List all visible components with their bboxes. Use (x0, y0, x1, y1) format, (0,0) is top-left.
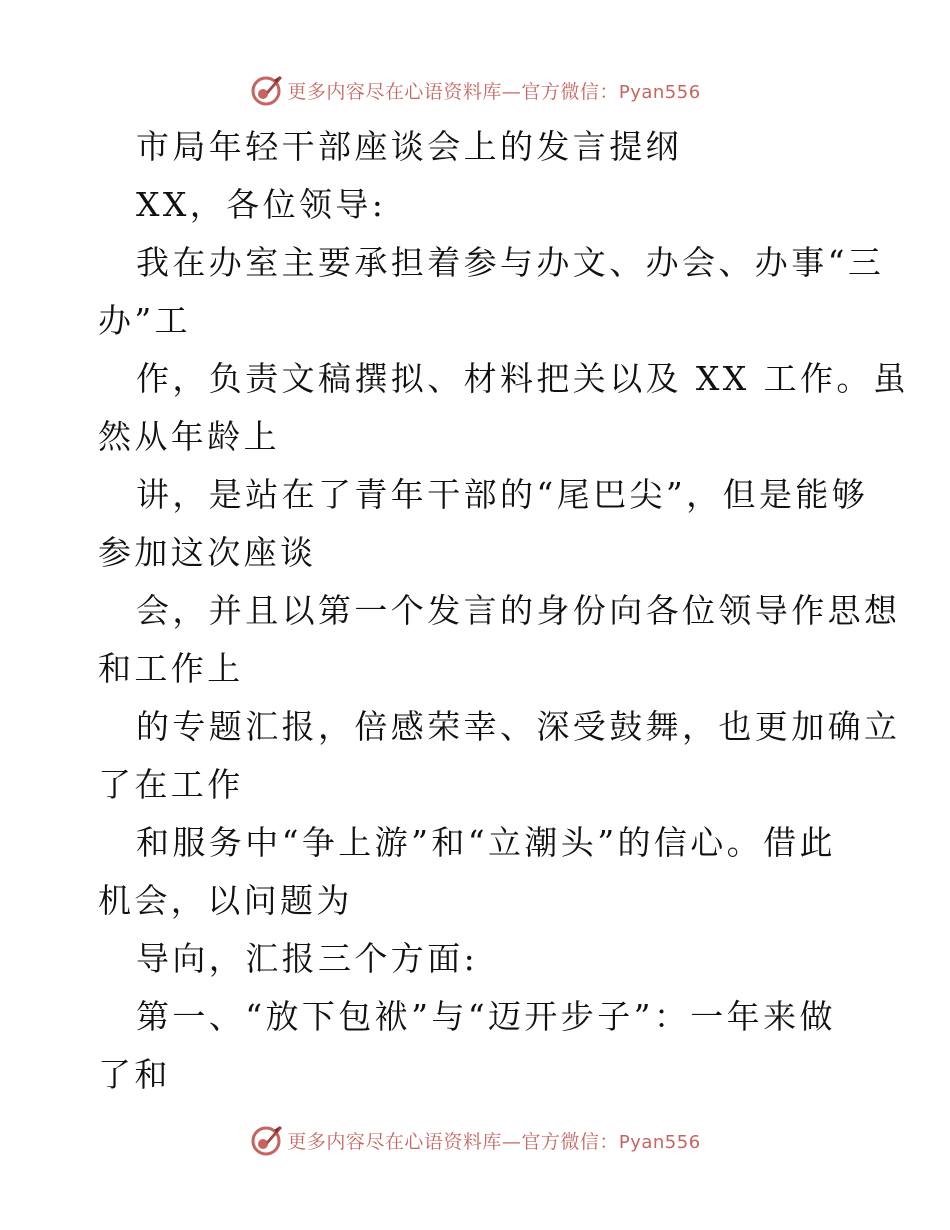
document-body (98, 118, 910, 1104)
text-line: 市局年轻干部座谈会上的发言提纲 (136, 127, 682, 166)
watermark-header (0, 70, 950, 110)
quill-pen-circle-icon (249, 73, 283, 107)
text-line: 和服务中“争上游”和“立潮头”的信心。借此 (136, 823, 836, 862)
watermark-id: Pyan556 (618, 1131, 701, 1153)
watermark-id: Pyan556 (618, 81, 701, 103)
watermark-main: 更多内容尽在心语资料库—官方微信： (287, 1130, 619, 1153)
text-line: 了在工作 (98, 765, 244, 804)
text-line: 参加这次座谈 (98, 533, 317, 572)
text-line: 作，负责文稿撰拟、材料把关以及 XX 工作。虽 (136, 359, 910, 398)
watermark-main: 更多内容尽在心语资料库—官方微信： (287, 80, 619, 103)
text-line: 讲，是站在了青年干部的“尾巴尖”，但是能够 (136, 475, 869, 514)
watermark-footer (0, 1120, 950, 1160)
text-line: XX，各位领导: (136, 185, 387, 224)
text-line: 然从年龄上 (98, 417, 280, 456)
text-line: 第一、“放下包袱”与“迈开步子”：一年来做 (136, 997, 836, 1036)
text-line: 我在办室主要承担着参与办文、办会、办事“三 (136, 243, 885, 282)
text-line: 导向，汇报三个方面: (136, 939, 479, 978)
watermark-text (287, 1127, 700, 1154)
quill-pen-circle-icon (249, 1123, 283, 1157)
watermark-text (287, 77, 700, 104)
text-line: 会，并且以第一个发言的身份向各位领导作思想 (136, 591, 901, 630)
text-line: 办”工 (98, 301, 192, 340)
text-line: 的专题汇报，倍感荣幸、深受鼓舞，也更加确立 (136, 707, 901, 746)
text-line: 和工作上 (98, 649, 244, 688)
text-line: 机会，以问题为 (98, 881, 353, 920)
text-line: 了和 (98, 1055, 171, 1094)
